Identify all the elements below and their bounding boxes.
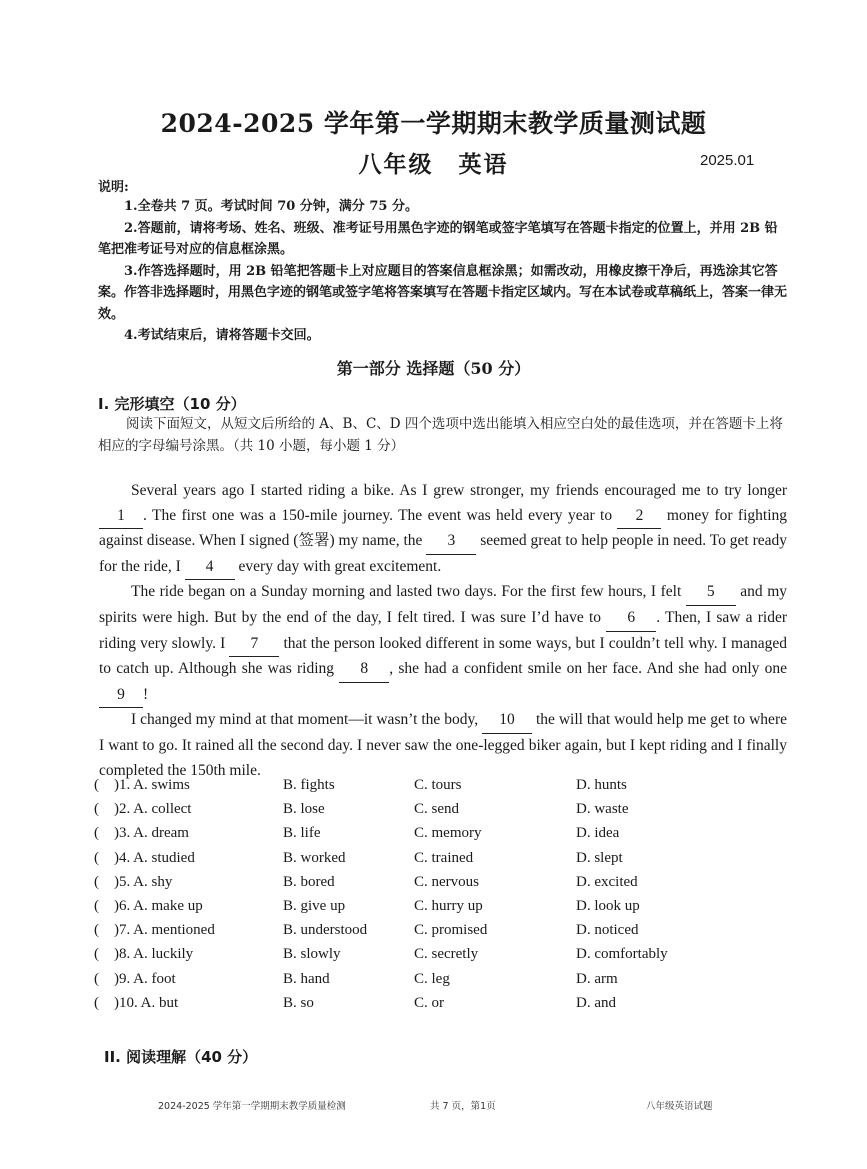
blank: 9 — [99, 683, 143, 709]
footer-subject: 八年级英语试题 — [646, 1101, 713, 1112]
option-a: )2. A. collect — [114, 801, 192, 818]
option-b: B. slowly — [283, 946, 341, 963]
note-item: 3.作答选择题时，用 2B 铅笔把答题卡上对应题目的答案信息框涂黑；如需改动，用橡皮擦干净后，再选涂其它答案。作答非选择题时，用黑色字迹的钢笔或签字笔将答案填写在答题卡指定区域内。写在本试卷或草稿纸上，答案一律无效。 — [98, 263, 788, 322]
option-a: )7. A. mentioned — [114, 922, 215, 939]
answer-paren: ( — [94, 897, 99, 914]
instruction-text: 阅读下面短文，从短文后所给的 A、B、C、D 四个选项中选出能填入相应空白处的最佳选项，并在答题卡上将相应的字母编号涂黑。（共 10 小题，每小题 1 分） — [98, 416, 783, 454]
subtitle-row — [0, 146, 867, 178]
note-item: 2.答题前，请将考场、姓名、班级、准考证号用黑色字迹的钢笔或签字笔填写在答题卡指定的位置上，并用 2B 铅笔把准考证号对应的信息框涂黑。 — [98, 220, 778, 257]
option-b: B. bored — [283, 873, 335, 890]
blank: 1 — [99, 504, 143, 530]
blank: 10 — [482, 708, 532, 734]
answer-paren: ( — [94, 849, 99, 866]
option-b: B. understood — [283, 922, 368, 939]
option-row — [94, 971, 794, 995]
option-a: )8. A. luckily — [114, 946, 194, 963]
exam-date: 2025.01 — [700, 152, 755, 169]
option-row — [94, 874, 794, 898]
option-d: D. idea — [576, 825, 620, 842]
part-title: 第一部分 选择题（50 分） — [336, 359, 531, 378]
grade-subject: 八年级 英语 — [358, 151, 509, 178]
option-row — [94, 777, 794, 801]
section-reading-title: II. 阅读理解（40 分） — [104, 1048, 258, 1066]
option-d: D. hunts — [576, 777, 627, 793]
section-cloze-title: I. 完形填空（10 分） — [98, 395, 246, 413]
option-b: B. give up — [283, 897, 346, 914]
option-row — [94, 850, 794, 874]
option-a: )6. A. make up — [114, 897, 203, 914]
passage-text: every day with great excitement. — [234, 557, 442, 575]
option-c: C. nervous — [414, 873, 479, 890]
option-c: C. trained — [414, 849, 474, 866]
passage-paragraph — [99, 708, 787, 783]
passage-text: , she had a confident smile on her face. And she had only one — [389, 660, 787, 678]
exam-title: 2024-2025 学年第一学期期末教学质量测试题 — [160, 109, 707, 138]
option-b: B. worked — [283, 849, 346, 866]
option-d: D. and — [576, 994, 616, 1011]
blank: 7 — [229, 632, 279, 658]
passage-text: and my spirits were high. But by the end of the day, I felt tired. I was sure I’d have to — [99, 583, 788, 626]
answer-paren: ( — [94, 922, 99, 939]
note-item: 1.全卷共 7 页。考试时间 70 分钟，满分 75 分。 — [124, 199, 418, 214]
option-b: B. fights — [283, 777, 335, 793]
option-d: D. noticed — [576, 922, 639, 939]
answer-options — [94, 777, 794, 1019]
passage-text: ! — [143, 685, 149, 703]
answer-paren: ( — [94, 970, 99, 987]
option-c: C. promised — [414, 922, 488, 939]
blank: 4 — [185, 555, 235, 581]
footer-exam-name: 2024-2025 学年第一学期期末教学质量检测 — [158, 1101, 346, 1112]
passage-text: . Then, I saw a rider riding very slowly. I — [99, 608, 787, 652]
answer-paren: ( — [94, 825, 99, 842]
option-a: )1. A. swims — [114, 777, 190, 793]
option-row — [94, 922, 794, 946]
answer-paren: ( — [94, 801, 99, 818]
option-d: D. excited — [576, 873, 638, 890]
answer-paren: ( — [94, 994, 99, 1011]
option-a: )4. A. studied — [114, 849, 195, 866]
option-c: C. leg — [414, 970, 450, 987]
blank: 8 — [339, 657, 389, 683]
option-c: C. secretly — [414, 946, 479, 963]
blank: 2 — [617, 504, 661, 530]
option-c: C. tours — [414, 777, 462, 793]
option-d: D. waste — [576, 801, 629, 818]
notes-title: 说明: — [98, 180, 129, 195]
note-item: 4.考试结束后，请将答题卡交回。 — [124, 328, 320, 343]
option-row — [94, 825, 794, 849]
option-d: D. comfortably — [576, 946, 668, 963]
option-c: C. send — [414, 801, 459, 818]
option-a: )5. A. shy — [114, 873, 173, 890]
option-row — [94, 898, 794, 922]
passage-text: the will that would help me get to where I want to go. It rained all the second day. I never saw the one-legged biker again, but I kept riding and I finally completed the 150th mile. — [99, 711, 787, 779]
option-row — [94, 995, 794, 1019]
option-a: )3. A. dream — [114, 825, 189, 842]
option-row — [94, 946, 794, 970]
option-a: )10. A. but — [114, 994, 179, 1011]
passage-text: that the person looked different in some ways, but I couldn’t tell why. I managed to catch up. Although she was riding — [99, 634, 787, 678]
option-b: B. lose — [283, 801, 325, 818]
passage-text: Several years ago I started riding a bike. As I grew stronger, my friends encouraged me to try longer — [131, 482, 787, 499]
notes-list — [98, 196, 788, 347]
blank: 6 — [606, 606, 656, 632]
passage-paragraph — [99, 479, 787, 580]
section-instructions — [98, 413, 788, 457]
answer-paren: ( — [94, 946, 99, 963]
option-b: B. life — [283, 825, 321, 842]
passage-text: . The first one was a 150-mile journey. The event was held every year to — [143, 506, 618, 524]
option-a: )9. A. foot — [114, 970, 176, 987]
passage-text: money for fighting against disease. When I signed (签署) my name, the — [99, 506, 787, 550]
blank: 3 — [426, 529, 476, 555]
passage-text: The ride began on a Sunday morning and lasted two days. For the first few hours, I felt — [131, 583, 686, 601]
answer-paren: ( — [94, 873, 99, 890]
option-b: B. hand — [283, 970, 330, 987]
option-c: C. memory — [414, 825, 482, 842]
answer-paren: ( — [94, 777, 99, 793]
option-d: D. arm — [576, 970, 618, 987]
cloze-passage — [99, 479, 787, 783]
option-b: B. so — [283, 994, 314, 1011]
option-d: D. look up — [576, 897, 640, 914]
option-row — [94, 801, 794, 825]
blank: 5 — [686, 580, 736, 606]
option-d: D. slept — [576, 849, 623, 866]
option-c: C. or — [414, 994, 444, 1011]
passage-paragraph — [99, 580, 787, 708]
option-c: C. hurry up — [414, 897, 483, 914]
passage-text: I changed my mind at that moment—it wasn’t the body, — [131, 711, 483, 729]
footer-page-number: 共 7 页，第1页 — [430, 1101, 496, 1112]
passage-text: seemed great to help people in need. To get ready for the ride, I — [99, 532, 787, 575]
